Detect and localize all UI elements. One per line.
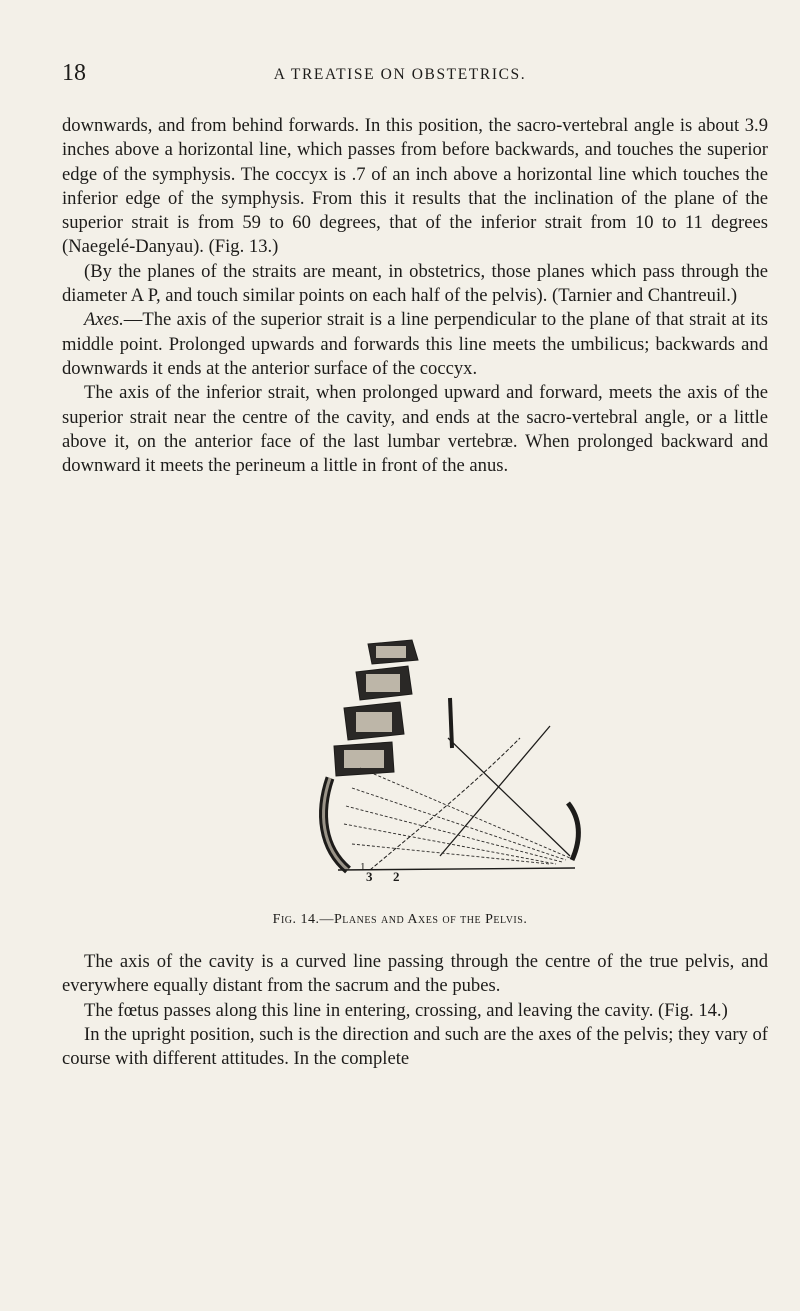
- axes-heading: Axes.: [84, 309, 124, 331]
- caption-prefix: Fig. 14.: [272, 912, 320, 927]
- page-number: 18: [62, 60, 86, 86]
- caption-title: —Planes and Axes of the Pelvis.: [319, 912, 528, 927]
- text-block-bottom: [62, 950, 768, 1071]
- horizontal-line: [338, 868, 575, 870]
- text-block-top: [62, 114, 768, 478]
- paragraph-5: The axis of the cavity is a curved line passing through the centre of the true pelvis, and everywhere equally distant from the sacrum and the pubes.: [62, 951, 768, 997]
- pelvis-figure: [300, 638, 590, 883]
- paragraph-2: (By the planes of the straits are meant, in obstetrics, those planes which pass through the diameter A P, and touch similar points on each half of the pelvis). (Tarnier and Chantreuil.): [62, 260, 768, 307]
- pubis: [568, 803, 578, 860]
- spine-line: [450, 698, 452, 748]
- paragraph-4: The axis of the inferior strait, when prolonged upward and forward, meets the axis of the superior strait near the centre of the cavity, and ends at the sacro-vertebral angle, or a little above it, on the anterior face of the last lumbar vertebræ. When prolonged backward and downward it meets the perineum a little in front of the anus.: [62, 382, 768, 477]
- figure-label-2: 2: [393, 869, 400, 883]
- paragraph-1: downwards, and from behind forwards. In this position, the sacro-vertebral angle is about 3.9 inches above a horizontal line, which passes from before backwards, and touches the superior edge of the symphysis. The coccyx is .7 of an inch above a horizontal line which touches the inferior edge of the symphysis. From this it results that the inclination of the plane of the superior strait is from 59 to 60 degrees, that of the inferior strait from 10 to 11 degrees (Naegelé-Danyau). (Fig. 13.): [62, 115, 768, 258]
- page-header: [0, 60, 800, 90]
- paragraph-7: In the upright position, such is the direction and such are the axes of the pelvis; they vary of course with different attitudes. In the complete: [62, 1023, 768, 1070]
- running-head: A TREATISE ON OBSTETRICS.: [273, 66, 527, 83]
- figure-caption: [0, 912, 800, 928]
- figure-label-3: 3: [366, 869, 373, 883]
- axis-inferior: [448, 738, 570, 856]
- paragraph-3: [62, 308, 768, 381]
- paragraph-6: The fœtus passes along this line in entering, crossing, and leaving the cavity. (Fig. 14.): [84, 999, 728, 1021]
- paragraph-3-text: —The axis of the superior strait is a line perpendicular to the plane of that strait at its middle point. Prolonged upwards and forwards this line meets the umbilicus; backwards and downwards it ends at the anterior surface of the coccyx.: [62, 309, 768, 379]
- figure-label-1: 1: [360, 861, 366, 873]
